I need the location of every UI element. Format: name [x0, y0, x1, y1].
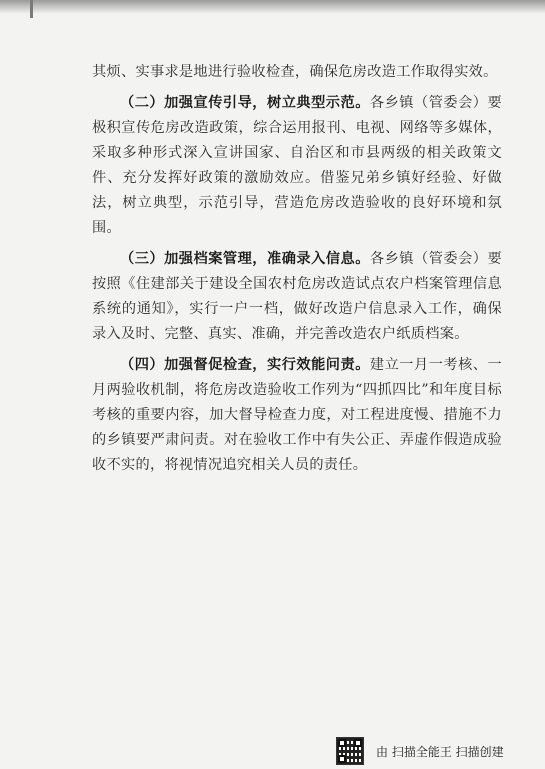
document-body: [92, 60, 502, 484]
paragraph-publicity: [92, 91, 502, 241]
paragraph-body: 各乡镇（管委会）要极积宣传危房改造政策，综合运用报刊、电视、网络等多媒体，采取多种形式深入宣讲国家、自治区和市县两级的相关政策文件、充分发挥好政策的激励效应。借鉴兄弟乡镇好经验、好做法，树立典型，示范引导，营造危房改造验收的良好环境和氛围。: [92, 95, 502, 236]
qr-code-icon: [336, 737, 364, 765]
section-heading: （二）加强宣传引导，树立典型示范。: [120, 95, 370, 111]
scan-edge-mark: [30, 0, 33, 18]
paragraph-body: 建立一月一考核、一月两验收机制，将危房改造验收工作列为“四抓四比”和年度目标考核的重要内容，加大督导检查力度，对工程进度慢、措施不力的乡镇要严肃问责。对在验收工作中有失公正、弄虚作假造成验收不实的，将视情况追究相关人员的责任。: [92, 357, 502, 473]
paragraph-body: 各乡镇（管委会）要按照《住建部关于建设全国农村危房改造试点农户档案管理信息系统的通知》，实行一户一档，做好改造户信息录入工作，确保录入及时、完整、真实、准确，并完善改造农户纸质档案。: [92, 251, 502, 342]
paragraph-continuation: [92, 60, 502, 85]
scan-edge-shadow: [0, 0, 545, 14]
paragraph-archives: [92, 247, 502, 347]
scanner-watermark: [336, 734, 504, 768]
section-heading: （四）加强督促检查，实行效能问责。: [120, 357, 370, 373]
section-heading: （三）加强档案管理，准确录入信息。: [120, 251, 370, 267]
paragraph-body: 其烦、实事求是地进行验收检查，确保危房改造工作取得实效。: [92, 64, 498, 80]
watermark-text: 由 扫描全能王 扫描创建: [376, 744, 504, 759]
paragraph-supervision: [92, 353, 502, 478]
